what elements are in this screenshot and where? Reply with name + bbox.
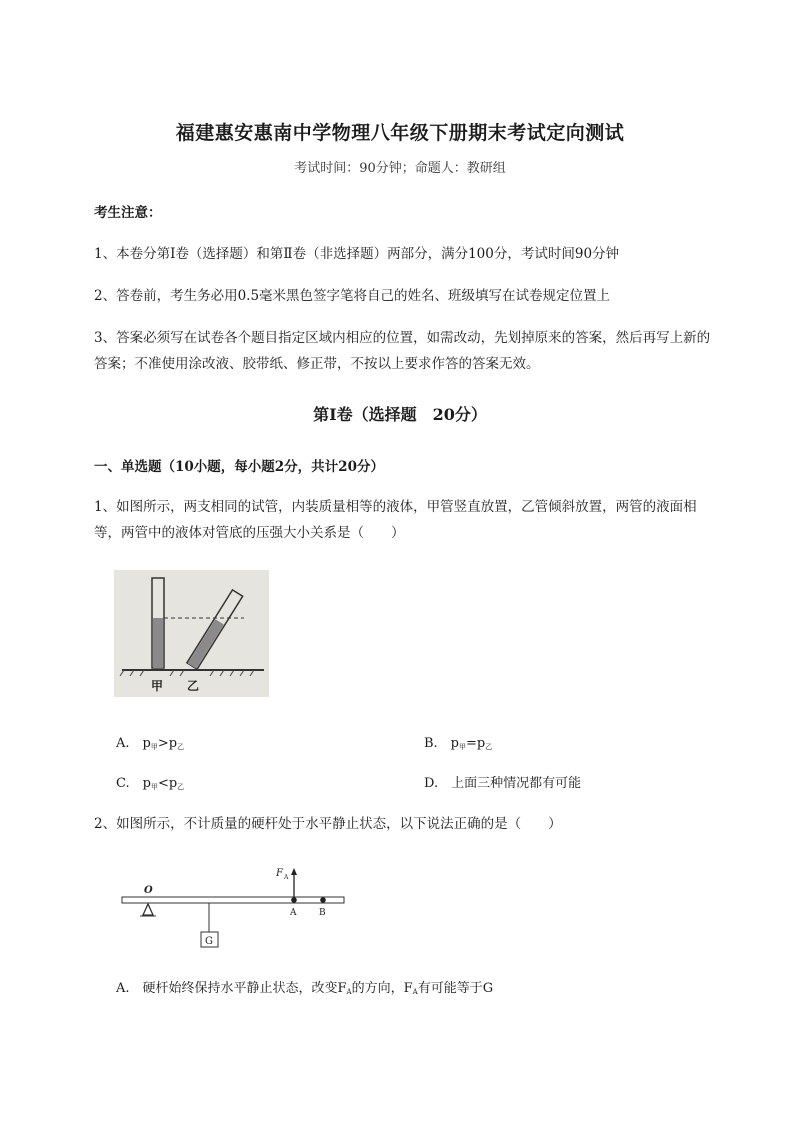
q2-option-a[interactable]: A. 硬杆始终保持水平静止状态，改变$F_A$的方向，$F_A$有可能等于G: [116, 981, 494, 996]
q1-option-a[interactable]: A. $p_甲>p_乙$: [116, 736, 185, 751]
question-1-stem: 1、如图所示，两支相同的试管，内装质量相等的液体，甲管竖直放置，乙管倾斜放置，两管的液面相等，两管中的液体对管底的压强大小关系是（ ）: [94, 499, 697, 541]
test-tube-photo: [114, 570, 269, 697]
point-label-b: B: [319, 908, 326, 918]
point-label-a: A: [290, 908, 297, 918]
notice-item-1: 1、本卷分第I卷（选择题）和第Ⅱ卷（非选择题）两部分，满分100分，考试时间90分钟: [94, 246, 620, 262]
exam-info: 考试时间：90分钟；命题人：教研组: [294, 161, 506, 176]
tube-label-yi: 乙: [187, 679, 200, 693]
force-label-sub: A: [284, 874, 289, 881]
pivot-label-o: O: [144, 885, 153, 896]
notice-item-3: 3、答案必须写在试卷各个题目指定区域内相应的位置，如需改动，先划掉原来的答案，然后再写上新的答案；不准使用涂改液、胶带纸、修正带，不按以上要求作答的答案无效。: [94, 330, 711, 372]
lever-diagram: [118, 858, 350, 950]
q1-option-d[interactable]: D. 上面三种情况都有可能: [424, 776, 582, 791]
page-title: 福建惠安惠南中学物理八年级下册期末考试定向测试: [175, 122, 625, 144]
weight-label-g: G: [205, 936, 213, 947]
tube-label-jia: 甲: [151, 679, 164, 693]
notice-heading: 考生注意：: [94, 205, 162, 221]
q1-option-b[interactable]: B. $p_甲=p_乙$: [424, 736, 493, 751]
part-heading: 一、单选题（10小题，每小题2分，共计20分）: [94, 459, 384, 475]
force-label-f: F: [276, 868, 283, 879]
question-2-stem: 2、如图所示，不计质量的硬杆处于水平静止状态，以下说法正确的是（ ）: [94, 816, 562, 832]
notice-item-2: 2、答卷前，考生务必用0.5毫米黑色签字笔将自己的姓名、班级填写在试卷规定位置上: [94, 288, 611, 304]
q1-option-c[interactable]: C. $p_甲<p_乙$: [116, 776, 185, 791]
section-title: 第I卷（选择题 20分）: [313, 405, 487, 424]
